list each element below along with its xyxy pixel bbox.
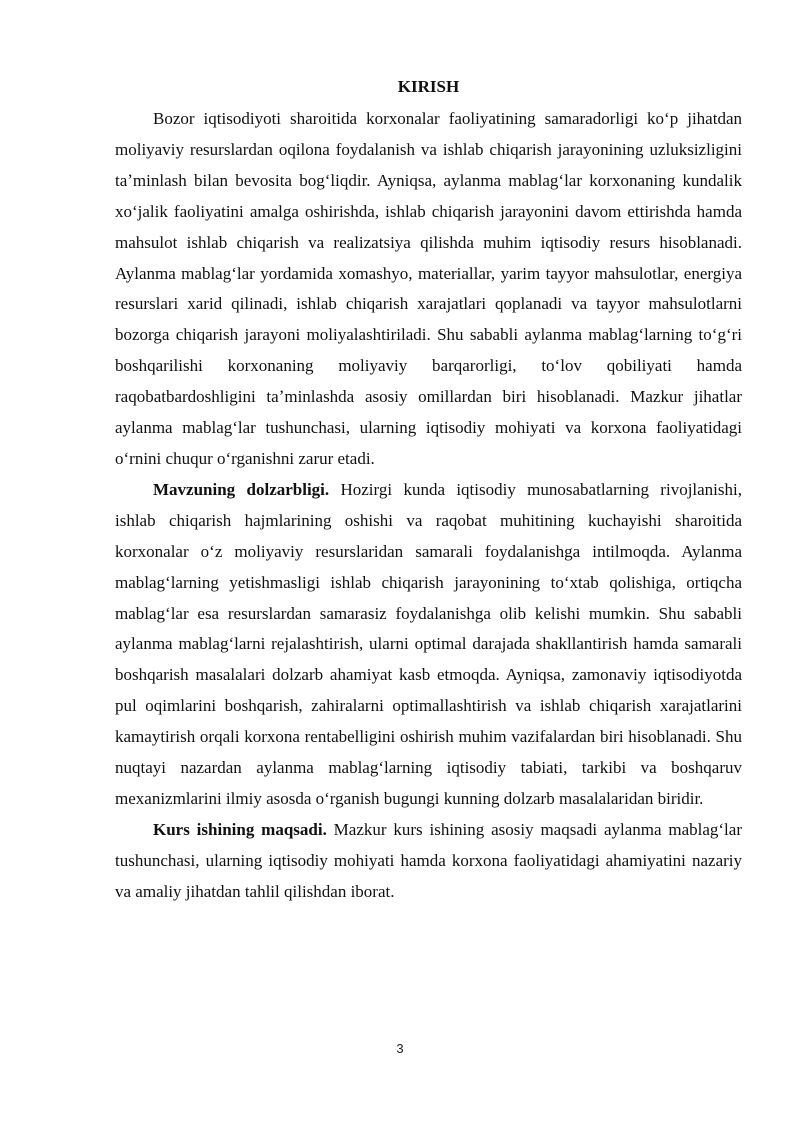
section-title: KIRISH bbox=[397, 77, 460, 96]
page-number: 3 bbox=[396, 1041, 404, 1056]
intro-paragraph-text: Bozor iqtisodiyoti sharoitida korxonalar faoliyatining samaradorligi koʻp jihatdan moliyaviy resurslardan oqilona foydalanish va ishlab chiqarish jarayonining uzluksizligini taʼminlash bilan bevosita bogʻliqdir. Ayniqsa, aylanma mablagʻlar korxonaning kundalik xoʻjalik faoliyatini amalga oshirishda, ishlab chiqarish jarayonini davom ettirishda hamda mahsulot ishlab chiqarish va realizatsiya qilishda muhim iqtisodiy resurs hisoblanadi. Aylanma mablagʻlar yordamida xomashyo, materiallar, yarim tayyor mahsulotlar, energiya resurslari xarid qilinadi, ishlab chiqarish xarajatlari qoplanadi va tayyor mahsulotlarni bozorga chiqarish jarayoni moliyalashtiriladi. Shu sababli aylanma mablagʻlarning toʻgʻri boshqarilishi korxonaning moliyaviy barqarorligi, toʻlov qobiliyati hamda raqobatbardoshligini taʼminlashda asosiy omillardan biri hisoblanadi. Mazkur jihatlar aylanma mablagʻlar tushunchasi, ularning iqtisodiy mohiyati va korxona faoliyatidagi oʻrnini chuqur oʻrganishni zarur etadi. bbox=[115, 109, 742, 468]
goal-paragraph bbox=[115, 815, 742, 908]
goal-heading: Kurs ishining maqsadi. bbox=[153, 819, 327, 839]
intro-paragraph bbox=[115, 104, 742, 475]
relevance-paragraph bbox=[115, 475, 742, 815]
relevance-paragraph-text: Hozirgi kunda iqtisodiy munosabatlarning rivojlanishi, ishlab chiqarish hajmlarining oshishi va raqobat muhitining kuchayishi sharoitida korxonalar oʻz moliyaviy resurslaridan samarali foydalanishga intilmoqda. Aylanma mablagʻlarning yetishmasligi ishlab chiqarish jarayonining toʻxtab qolishiga, ortiqcha mablagʻlar esa resurslardan samarasiz foydalanishga olib kelishi mumkin. Shu sababli aylanma mablagʻlarni rejalashtirish, ularni optimal darajada shakllantirish hamda samarali boshqarish masalalari dolzarb ahamiyat kasb etmoqda. Ayniqsa, zamonaviy iqtisodiyotda pul oqimlarini boshqarish, zahiralarni optimallashtirish va ishlab chiqarish xarajatlarini kamaytirish orqali korxona rentabelligini oshirish muhim vazifalardan biri hisoblanadi. Shu nuqtayi nazardan aylanma mablagʻlarning iqtisodiy tabiati, tarkibi va boshqaruv mexanizmlarini ilmiy asosda oʻrganish bugungi kunning dolzarb masalalaridan biridir. bbox=[115, 479, 742, 808]
document-page bbox=[115, 74, 742, 908]
relevance-heading: Mavzuning dolzarbligi. bbox=[153, 479, 330, 499]
goal-paragraph-text: Mazkur kurs ishining asosiy maqsadi aylanma mablagʻlar tushunchasi, ularning iqtisodiy mohiyati hamda korxona faoliyatidagi ahamiyatini nazariy va amaliy jihatdan tahlil qilishdan iborat. bbox=[115, 819, 742, 901]
